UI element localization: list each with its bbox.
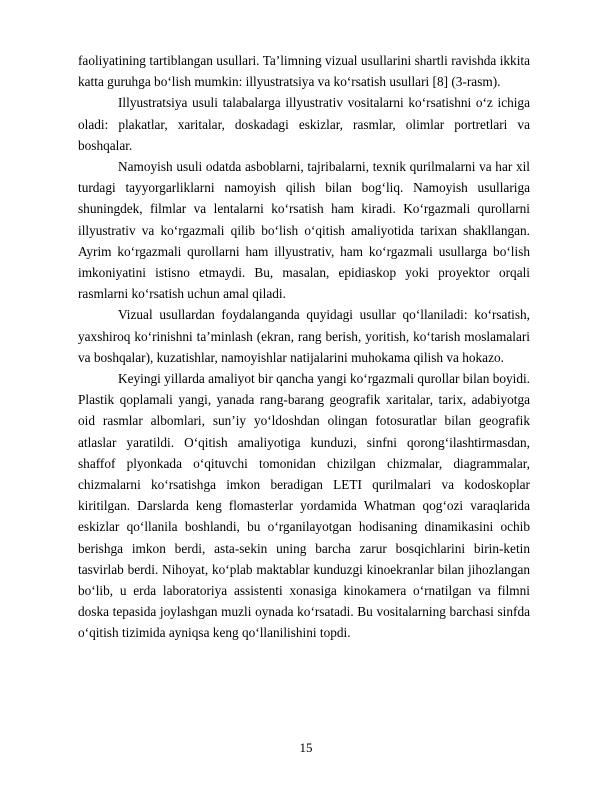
page-number: 15: [299, 740, 313, 755]
paragraph-visual-methods-techniques: Vizual usullardan foydalanganda quyidagi usullar qo‘llaniladi: ko‘rsatish, yaxshiroq ko‘rinishni ta’minlash (ekran, rang berish, yoritish, ko‘tarish moslamalari va boshqalar), kuzatishlar, namoyishlar natijalarini muhokama qilish va hokazo.: [78, 307, 530, 365]
document-page: [78, 50, 530, 644]
paragraph-new-visual-aids: Keyingi yillarda amaliyot bir qancha yangi ko‘rgazmali qurollar bilan boyidi. Plastik qoplamali yangi, yanada rang-barang geografik xaritalar, tarix, adabiyotga oid rasmlar albomlari, sun’iy yo‘ldoshdan olingan fotosuratlar bilan geografik atlaslar yaratildi. O‘qitish amaliyotiga kunduzi, sinfni qorong‘ilashtirmasdan, shaffof plyonkada o‘qituvchi tomonidan chizilgan chizmalar, diagrammalar, chizmalarni ko‘rsatishga imkon beradigan LETI qurilmalari va kodoskoplar kiritilgan. Darslarda keng flomasterlar yordamida Whatman qog‘ozi varaqlarida eskizlar qo‘llanila boshlandi, bu o‘rganilayotgan hodisaning dinamikasini ochib berishga imkon berdi, asta-sekin uning barcha zarur bosqichlarini birin-ketin tasvirlab berdi. Nihoyat, ko‘plab maktablar kunduzgi kinoekranlar bilan jihozlangan bo‘lib, u erda laboratoriya assistenti xonasiga kinokamera o‘rnatilgan va filmni doska tepasida joylashgan muzli oynada ko‘rsatadi. Bu vositalarning barchasi sinfda o‘qitish tizimida ayniqsa keng qo‘llanilishini topdi.: [78, 371, 530, 641]
paragraph-demonstration-method: Namoyish usuli odatda asboblarni, tajribalarni, texnik qurilmalarni va har xil turdagi tayyorgarliklarni namoyish qilish bilan bog‘liq. Namoyish usullariga shuningdek, filmlar va lentalarni ko‘rsatish ham kiradi. Ko‘rgazmali qurollarni illyustrativ va ko‘rgazmali qilib bo‘lish o‘qitish amaliyotida tarixan shakllangan. Ayrim ko‘rgazmali qurollarni ham illyustrativ, ham ko‘rgazmali usullarga bo‘lish imkoniyatini istisno etmaydi. Bu, masalan, epidiaskop yoki proyektor orqali rasmlarni ko‘rsatish uchun amal qiladi.: [78, 159, 530, 302]
paragraph-continuation: faoliyatining tartiblangan usullari. Ta’limning vizual usullarini shartli ravishda ikkita katta guruhga bo‘lish mumkin: illyustratsiya va ko‘rsatish usullari [8] (3-rasm).: [78, 53, 530, 90]
paragraph-illustration-method: Illyustratsiya usuli talabalarga illyustrativ vositalarni ko‘rsatishni o‘z ichiga oladi: plakatlar, xaritalar, doskadagi eskizlar, rasmlar, olimlar portretlari va boshqalar.: [78, 95, 530, 153]
